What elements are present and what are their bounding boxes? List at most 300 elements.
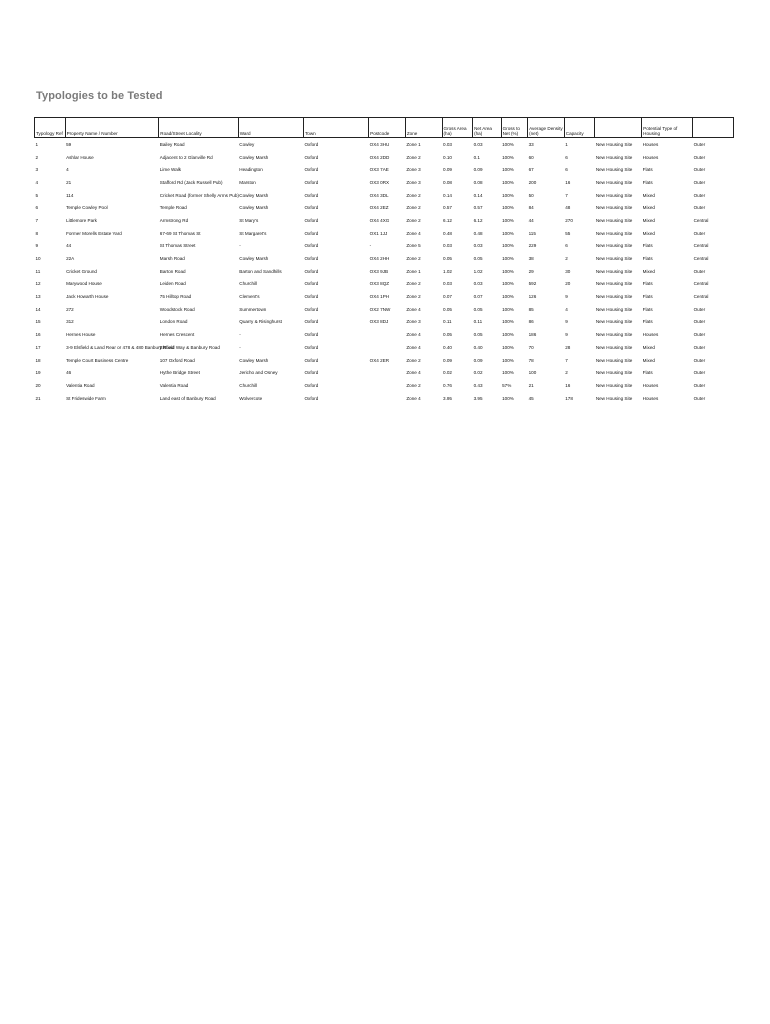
table-cell: New Housing Site — [595, 332, 633, 338]
table-cell: Oxford — [304, 395, 319, 401]
table-cell: Oxford — [304, 141, 319, 147]
table-cell: Oxford — [304, 154, 319, 160]
table-cell: Houses — [642, 154, 659, 160]
table-cell: Oxford — [304, 357, 319, 363]
table-cell: 84 — [528, 205, 534, 211]
table-cell: 6.12 — [443, 217, 452, 223]
table-cell: Outer — [693, 395, 706, 401]
table-cell: Zone 2 — [406, 154, 421, 160]
table-cell: 29 — [528, 268, 534, 274]
table-cell: 100% — [502, 205, 514, 211]
table-cell: 6.12 — [473, 217, 483, 223]
table-cell: Ashlar House — [66, 154, 94, 160]
table-cell: 0.03 — [473, 281, 483, 287]
table-cell: Flats — [642, 370, 653, 376]
table-cell: Oxford — [304, 205, 319, 211]
table-cell: 20 — [565, 281, 571, 287]
table-cell: Central — [693, 294, 709, 300]
table-cell: Oxford — [304, 268, 319, 274]
table-cell: 270 — [565, 217, 573, 223]
table-cell: Outer — [693, 319, 706, 325]
table-cell: New Housing Site — [595, 281, 633, 287]
table-cell: 312 — [66, 319, 74, 325]
table-cell: Zone 4 — [406, 395, 421, 401]
table-cell: 0.1 — [473, 154, 480, 160]
table-cell: 21 — [35, 395, 41, 401]
table-cell: Oxford — [304, 306, 319, 312]
table-cell: - — [239, 344, 241, 350]
table-cell: Elsfield Way & Banbury Road — [159, 344, 220, 350]
table-cell: 0.09 — [473, 167, 483, 173]
typologies-table — [34, 117, 734, 404]
table-cell: Cricket Ground — [66, 268, 97, 274]
table-cell: OX3 8QZ — [369, 281, 390, 287]
table-cell: Cowley Marsh — [239, 154, 269, 160]
table-cell: Flats — [642, 319, 653, 325]
table-cell: 7 — [35, 217, 39, 223]
table-cell: 13 — [35, 294, 41, 300]
table-cell: New Housing Site — [595, 205, 633, 211]
table-cell: Mixed — [642, 230, 655, 236]
table-cell: Churchill — [239, 382, 258, 388]
table-cell: OX4 4XG — [369, 217, 390, 223]
table-cell: 44 — [528, 217, 534, 223]
table-cell: Barton and Sandhills — [239, 268, 282, 274]
table-cell: 7 — [565, 357, 568, 363]
table-cell: Zone 4 — [406, 332, 421, 338]
table-cell: 0.02 — [443, 370, 452, 376]
table-row — [35, 303, 734, 316]
table-cell: Zone 2 — [406, 205, 421, 211]
table-cell: Jericho and Osney — [239, 370, 278, 376]
table-cell: 60 — [528, 154, 534, 160]
table-cell: Cowley Marsh — [239, 256, 269, 262]
table-cell: 100 — [528, 370, 537, 376]
table-cell: Oxford — [304, 192, 319, 198]
table-row — [35, 176, 734, 189]
table-cell: 55 — [565, 230, 571, 236]
table-cell: 100% — [502, 281, 514, 287]
table-cell: New Housing Site — [595, 357, 633, 363]
table-cell: 4 — [66, 167, 69, 173]
table-cell: 0.05 — [443, 306, 452, 312]
table-cell: OX1 1JJ — [369, 230, 388, 236]
table-cell: Outer — [693, 205, 706, 211]
table-cell: Houses — [642, 141, 659, 147]
table-cell: Zone 2 — [406, 294, 421, 300]
table-cell: St Mary's — [239, 217, 259, 223]
table-cell: Oxford — [304, 319, 319, 325]
table-cell: Mixed — [642, 344, 655, 350]
table-cell: Flats — [642, 306, 653, 312]
table-cell: Zone 2 — [406, 281, 421, 287]
table-row — [35, 379, 734, 392]
table-cell: Oxford — [304, 382, 319, 388]
table-cell: Zone 2 — [406, 357, 421, 363]
table-cell: 0.14 — [443, 192, 452, 198]
table-cell: 229 — [528, 243, 537, 249]
table-cell: 22A — [66, 256, 75, 262]
table-cell: Zone 2 — [406, 217, 421, 223]
table-cell: OX4 2HH — [369, 256, 390, 262]
table-cell: New Housing Site — [595, 192, 633, 198]
table-cell: Zone 4 — [406, 230, 421, 236]
table-cell: 100% — [502, 167, 514, 173]
table-cell: Flats — [642, 179, 653, 185]
table-cell: Zone 5 — [406, 243, 421, 249]
table-cell: 30 — [565, 268, 571, 274]
table-cell: Outer — [693, 370, 706, 376]
table-row — [35, 366, 734, 379]
table-cell: 100% — [502, 395, 514, 401]
table-cell: 44 — [66, 243, 72, 249]
table-cell: Cowley Marsh — [239, 357, 269, 363]
table-row — [35, 138, 734, 151]
table-row — [35, 252, 734, 265]
table-cell: Oxford — [304, 294, 319, 300]
table-cell: 9 — [565, 294, 568, 300]
table-cell: Zone 4 — [406, 306, 421, 312]
table-cell: Oxford — [304, 217, 319, 223]
table-cell: New Housing Site — [595, 306, 633, 312]
table-cell: Zone 2 — [406, 256, 421, 262]
table-cell: 100% — [502, 306, 514, 312]
table-cell: 100% — [502, 268, 514, 274]
table-cell: Oxford — [304, 230, 319, 236]
table-cell: Flats — [642, 281, 653, 287]
table-cell: Wolvercote — [239, 395, 263, 401]
table-cell: Temple Court Business Centre — [66, 357, 129, 363]
table-row — [35, 240, 734, 253]
table-cell: 86 — [528, 319, 534, 325]
table-cell: Lime Walk — [159, 167, 182, 173]
table-cell: Mixed — [642, 357, 655, 363]
table-row — [35, 278, 734, 291]
table-cell: 0.43 — [473, 382, 483, 388]
table-cell: 21 — [66, 179, 72, 185]
table-cell: Mixed — [642, 205, 655, 211]
table-cell: OX4 2ER — [369, 357, 390, 363]
table-cell: Marywood House — [66, 281, 102, 287]
table-cell: 45 — [528, 395, 534, 401]
table-cell: New Housing Site — [595, 344, 633, 350]
table-cell: 10 — [35, 256, 41, 262]
column-header: Gross to Net (%) — [501, 118, 527, 138]
table-cell: St Frideswide Farm — [66, 395, 106, 401]
column-header — [693, 118, 734, 138]
table-cell: 0.02 — [473, 370, 483, 376]
table-cell: 9 — [565, 332, 568, 338]
table-cell: 100% — [502, 179, 514, 185]
table-cell: Flats — [642, 243, 653, 249]
table-cell: Zone 1 — [406, 268, 421, 274]
table-cell: Quarry & Risinghurst — [239, 319, 282, 325]
table-cell: New Housing Site — [595, 167, 633, 173]
table-cell: 15 — [35, 319, 41, 325]
table-cell: 0.76 — [443, 382, 452, 388]
table-cell: 200 — [528, 179, 537, 185]
table-cell: Flats — [642, 294, 653, 300]
table-cell: 107 Oxford Road — [159, 357, 195, 363]
table-cell: 17 — [35, 344, 41, 350]
table-cell: Zone 2 — [406, 382, 421, 388]
table-cell: 85 — [528, 306, 534, 312]
table-cell: New Housing Site — [595, 319, 633, 325]
table-cell: New Housing Site — [595, 179, 633, 185]
table-cell: Houses — [642, 382, 659, 388]
table-cell: Central — [693, 281, 709, 287]
table-cell: 4 — [35, 179, 39, 185]
table-cell: Marston — [239, 179, 256, 185]
table-cell: 0.09 — [443, 357, 452, 363]
table-cell: Flats — [642, 167, 653, 173]
table-cell: 0.10 — [443, 154, 452, 160]
table-cell: 100% — [502, 294, 514, 300]
table-cell: 0.11 — [473, 319, 483, 325]
table-cell: 5 — [35, 192, 39, 198]
table-cell: 19 — [35, 370, 41, 376]
table-cell: 100% — [502, 256, 514, 262]
table-cell: Hythe Bridge Street — [159, 370, 200, 376]
table-cell: 0.05 — [473, 256, 483, 262]
table-cell: Marsh Road — [159, 256, 185, 262]
table-cell: 0.05 — [443, 332, 452, 338]
table-cell: OX4 2EZ — [369, 205, 389, 211]
table-cell: Headington — [239, 167, 263, 173]
table-cell: 75 Hilltop Road — [159, 294, 192, 300]
table-cell: 4 — [565, 306, 568, 312]
table-cell: Outer — [693, 382, 706, 388]
column-header: Road/Street Locality — [159, 118, 238, 138]
table-cell: Hernes Crescent — [159, 332, 195, 338]
table-cell: 0.57 — [443, 205, 452, 211]
table-cell: 0.07 — [473, 294, 483, 300]
table-cell: 6 — [35, 205, 39, 211]
table-cell: 33 — [528, 141, 534, 147]
table-cell — [369, 379, 406, 392]
table-cell: Outer — [693, 357, 706, 363]
table-cell: 0.07 — [443, 294, 452, 300]
table-cell: 59 — [66, 141, 72, 147]
table-cell: Outer — [693, 154, 706, 160]
table-cell: London Road — [159, 319, 188, 325]
column-header: Postcode — [369, 118, 406, 138]
table-cell: OX3 0RX — [369, 179, 390, 185]
table-cell: 0.05 — [443, 256, 452, 262]
table-cell: Central — [693, 217, 709, 223]
table-cell: 57% — [502, 382, 512, 388]
table-cell: - — [239, 243, 241, 249]
table-cell: 114 — [66, 192, 74, 198]
table-cell: New Housing Site — [595, 395, 633, 401]
table-cell: 1.02 — [443, 268, 452, 274]
table-cell: 18 — [35, 357, 41, 363]
table-cell: 16 — [565, 382, 571, 388]
column-header: Zone — [405, 118, 442, 138]
table-cell — [369, 341, 406, 354]
table-cell: Armstrong Rd — [159, 217, 189, 223]
table-cell — [369, 392, 406, 405]
table-cell: 100% — [502, 154, 514, 160]
column-header: Ward — [238, 118, 303, 138]
table-cell: New Housing Site — [595, 154, 633, 160]
table-cell: Temple Cowley Pool — [66, 205, 108, 211]
table-cell: OX4 3HU — [369, 141, 390, 147]
table-cell: Oxford — [304, 256, 319, 262]
table-cell — [369, 328, 406, 341]
table-cell: 46 — [66, 370, 72, 376]
table-cell: 1.02 — [473, 268, 483, 274]
table-cell: 28 — [565, 344, 571, 350]
table-cell: Outer — [693, 344, 706, 350]
table-cell: 38 — [528, 256, 534, 262]
column-header: Gross Area (ha) — [442, 118, 473, 138]
table-cell: Clement's — [239, 294, 260, 300]
column-header: Potential Type of Housing — [642, 118, 693, 138]
table-cell: 0.14 — [473, 192, 483, 198]
table-cell: Zone 4 — [406, 370, 421, 376]
table-cell: New Housing Site — [595, 256, 633, 262]
table-cell: 0.03 — [473, 141, 483, 147]
table-cell: 186 — [528, 332, 537, 338]
table-cell: Valentia Road — [66, 382, 95, 388]
table-cell: 178 — [565, 395, 573, 401]
table-row — [35, 290, 734, 303]
table-cell: Zone 4 — [406, 344, 421, 350]
table-cell: 67 — [528, 167, 534, 173]
table-cell: OX3 9JB — [369, 268, 389, 274]
table-cell: 6 — [565, 167, 568, 173]
table-cell: Cowley — [239, 141, 255, 147]
table-cell: Bailey Road — [159, 141, 185, 147]
table-cell: Outer — [693, 141, 706, 147]
table-cell: Zone 2 — [406, 192, 421, 198]
table-cell: New Housing Site — [595, 230, 633, 236]
table-cell: 70 — [528, 344, 534, 350]
table-cell: 9 — [565, 319, 568, 325]
table-row — [35, 354, 734, 367]
table-cell: 100% — [502, 230, 514, 236]
table-header — [35, 118, 734, 138]
table-cell: Cowley Marsh — [239, 192, 269, 198]
table-cell: 14 — [35, 306, 41, 312]
table-cell: Churchill — [239, 281, 258, 287]
table-cell: 21 — [528, 382, 534, 388]
table-cell: 100% — [502, 192, 514, 198]
table-cell: Outer — [693, 230, 706, 236]
table-body — [35, 138, 734, 405]
sheet-title: Typologies to be Tested — [36, 90, 163, 102]
table-cell: 11 — [35, 268, 41, 274]
table-cell: 0.40 — [443, 344, 452, 350]
table-cell: Littlemore Park — [66, 217, 97, 223]
column-header — [595, 118, 642, 138]
table-cell: 272 — [66, 306, 74, 312]
table-cell: New Housing Site — [595, 217, 633, 223]
table-row — [35, 201, 734, 214]
table-cell: 7 — [565, 192, 568, 198]
table-cell: 0.03 — [443, 281, 452, 287]
column-header: Average Density (net) — [528, 118, 565, 138]
table-cell: New Housing Site — [595, 382, 633, 388]
table-cell: 2 — [35, 154, 39, 160]
table-cell: 20 — [35, 382, 41, 388]
table-cell: Oxford — [304, 281, 319, 287]
table-row — [35, 265, 734, 278]
table-cell: 100% — [502, 370, 514, 376]
table-cell: OX4 3DL — [369, 192, 389, 198]
column-header: Net Area (ha) — [473, 118, 502, 138]
table-cell: - — [239, 332, 241, 338]
table-cell: 8 — [35, 230, 39, 236]
table-cell: New Housing Site — [595, 294, 633, 300]
table-cell: 115 — [528, 230, 536, 236]
table-cell: Central — [693, 243, 709, 249]
table-cell: 2 — [565, 370, 568, 376]
table-cell: 100% — [502, 319, 514, 325]
table-row — [35, 214, 734, 227]
table-cell: Flats — [642, 256, 653, 262]
table-cell: Summertown — [239, 306, 267, 312]
table-cell: 3 — [35, 167, 39, 173]
table-cell: 0.48 — [473, 230, 483, 236]
table-cell: 0.03 — [443, 141, 452, 147]
table-cell: Hernes House — [66, 332, 96, 338]
table-cell: 0.08 — [443, 179, 452, 185]
table-row — [35, 392, 734, 405]
table-cell: Oxford — [304, 243, 319, 249]
table-cell: 67-69 St Thomas St — [159, 230, 201, 236]
table-cell: Outer — [693, 332, 706, 338]
table-cell: Land east of Banbury Road — [159, 395, 216, 401]
table-cell: Zone 1 — [406, 141, 421, 147]
table-cell: Houses — [642, 395, 659, 401]
table-cell: 6 — [565, 154, 568, 160]
table-row — [35, 328, 734, 341]
table-cell: 3.95 — [443, 395, 452, 401]
table-cell: Oxford — [304, 167, 319, 173]
table-cell: Zone 3 — [406, 167, 421, 173]
table-cell: 1 — [35, 141, 39, 147]
table-cell: Stafford Rd (Jack Russell Pub) — [159, 179, 223, 185]
column-header: Town — [303, 118, 368, 138]
table-cell: 0.40 — [473, 344, 483, 350]
table-cell: Mixed — [642, 268, 655, 274]
table-cell: 100% — [502, 217, 514, 223]
table-cell: Mixed — [642, 217, 655, 223]
table-cell: 100% — [502, 141, 514, 147]
table-cell: 0.57 — [473, 205, 483, 211]
table-cell: OX4 1PH — [369, 294, 390, 300]
table-row — [35, 316, 734, 329]
table-cell: Houses — [642, 332, 659, 338]
table-cell: 100% — [502, 243, 514, 249]
table-cell: Oxford — [304, 344, 319, 350]
table-cell: 16 — [565, 179, 571, 185]
table-cell: Outer — [693, 167, 706, 173]
table-cell: 3-9 Elsfield & Land Rear or 478 & 480 Banbury Road — [66, 344, 175, 350]
table-cell: Barton Road — [159, 268, 186, 274]
table-cell: 50 — [528, 192, 534, 198]
table-cell: Oxford — [304, 370, 319, 376]
table-cell: New Housing Site — [595, 370, 633, 376]
table-cell: New Housing Site — [595, 268, 633, 274]
table-cell: St Thomas Street — [159, 243, 196, 249]
table-cell: 592 — [528, 281, 537, 287]
table-cell: 126 — [528, 294, 537, 300]
table-cell: Adjacent to 2 Glanville Rd — [159, 154, 213, 160]
table-row — [35, 189, 734, 202]
